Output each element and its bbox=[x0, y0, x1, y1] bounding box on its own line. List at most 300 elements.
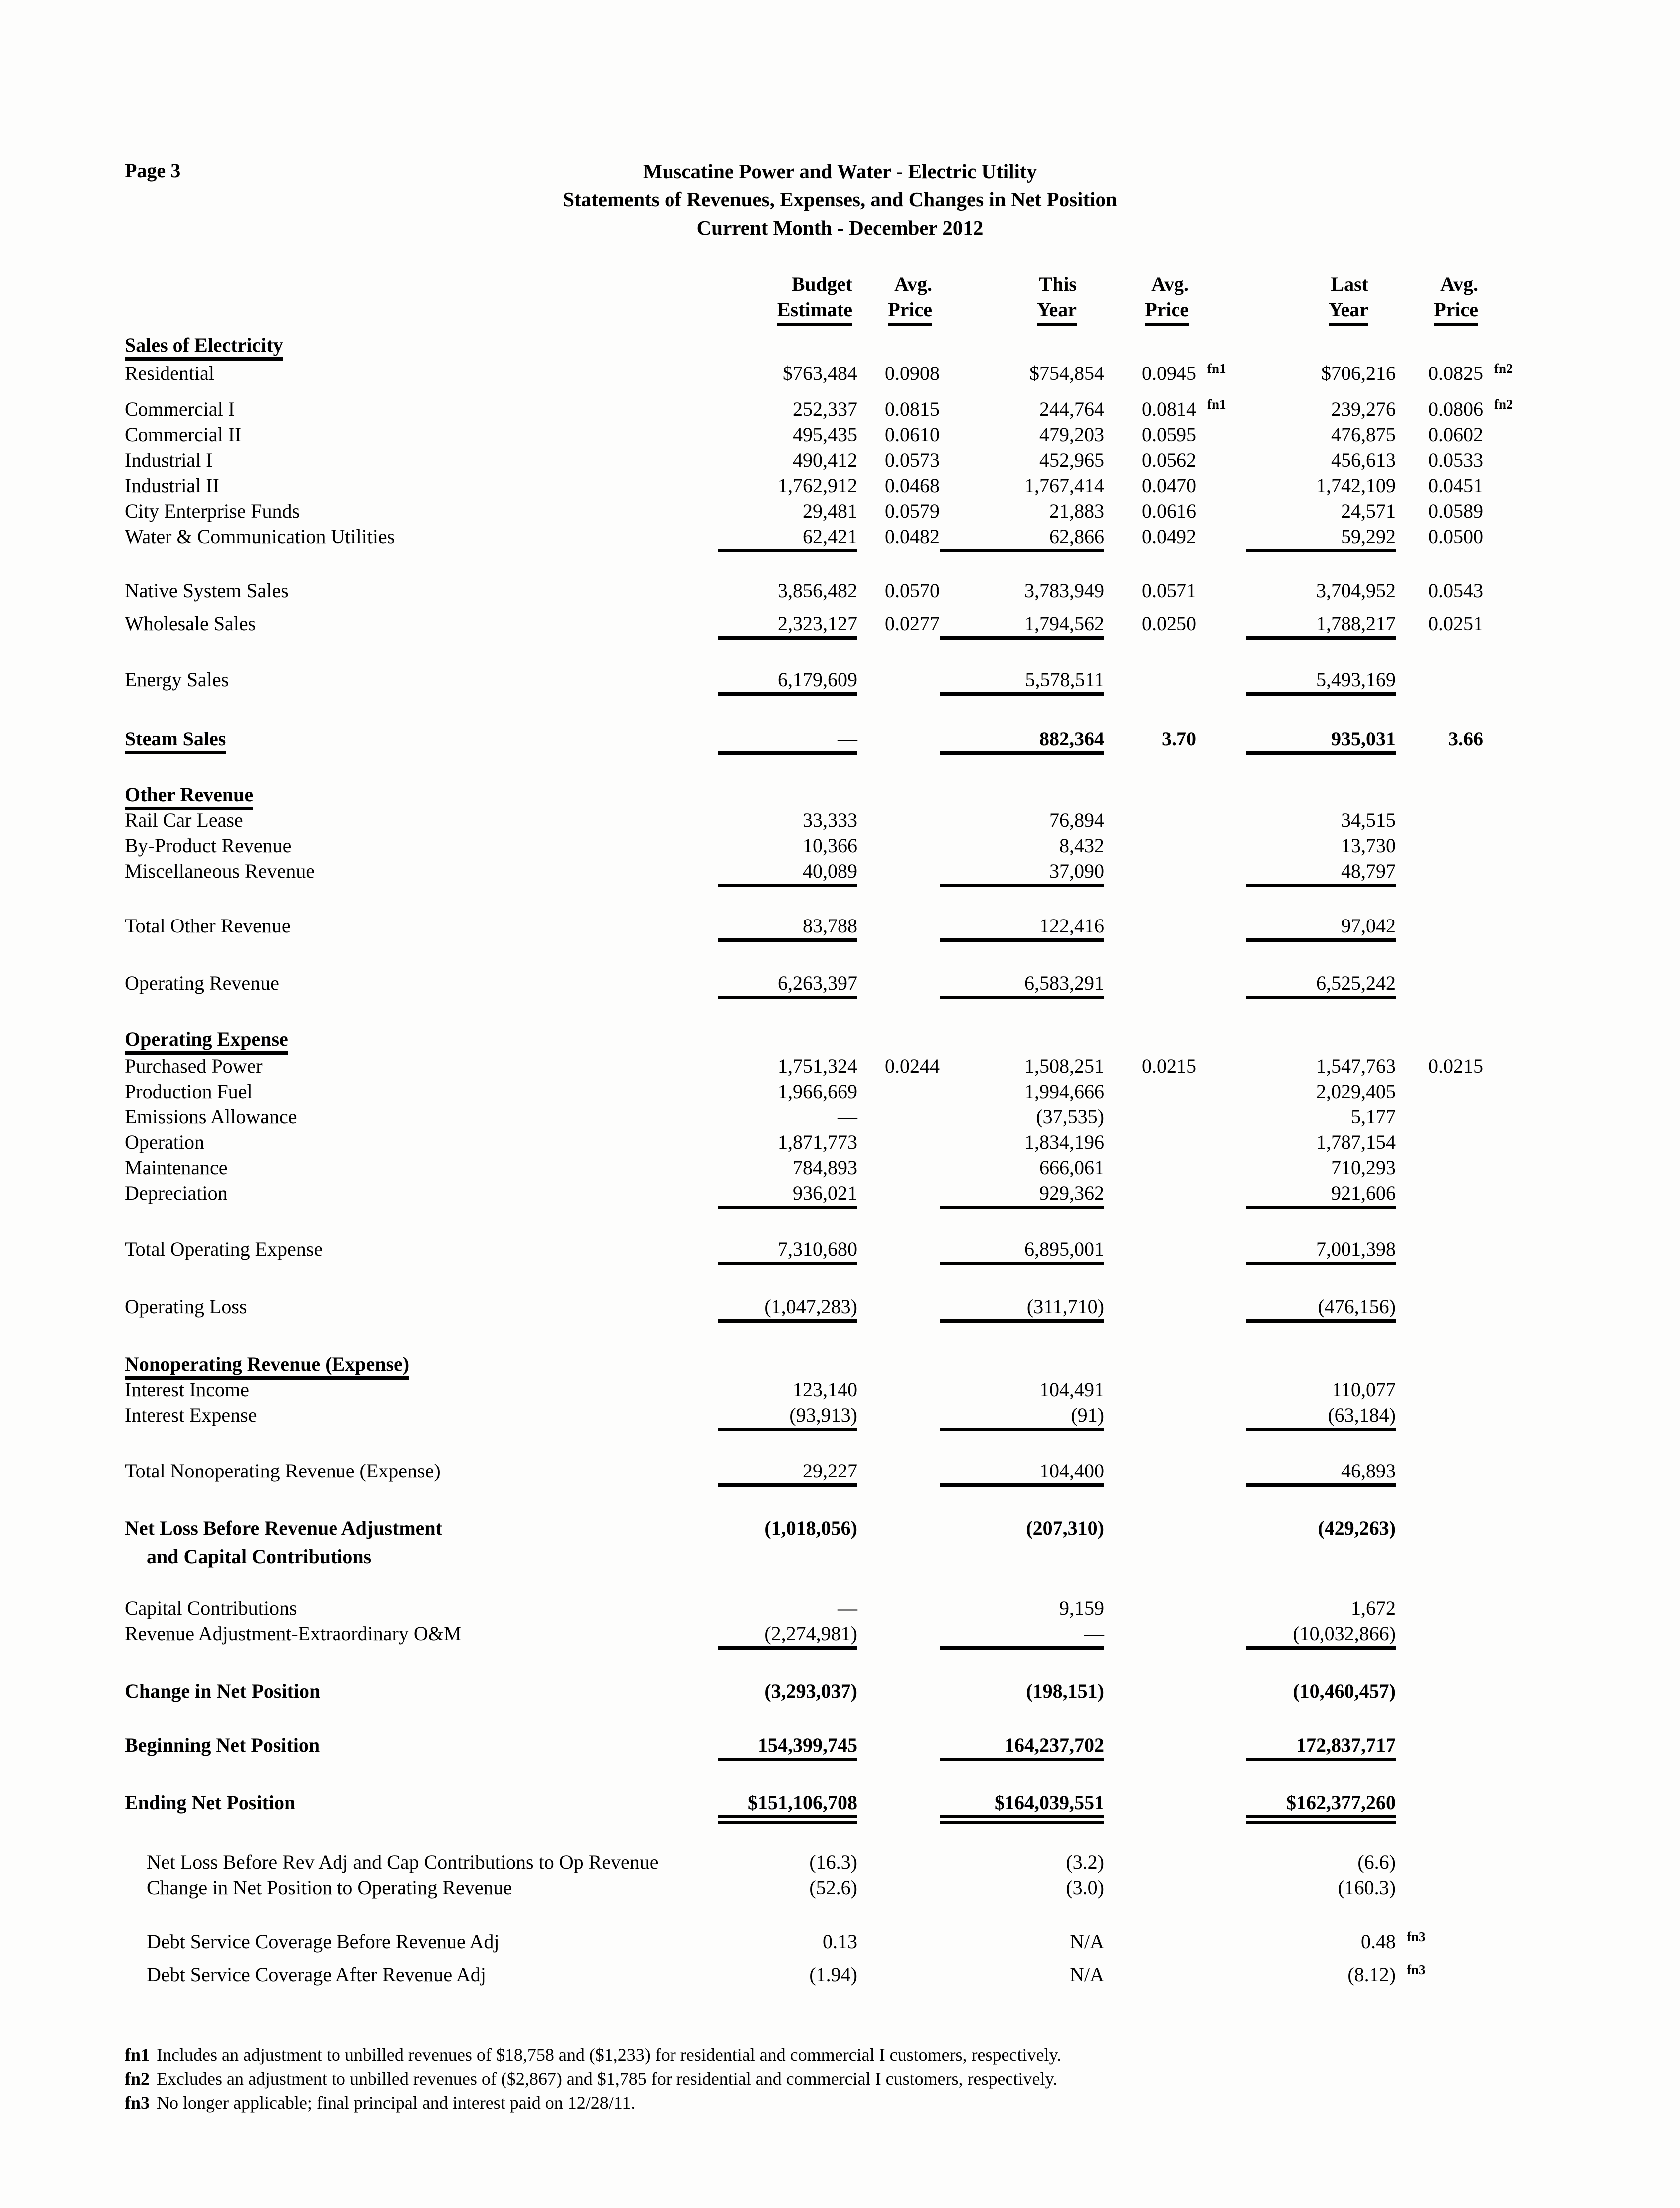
fn2-marker bbox=[1483, 1347, 1538, 1372]
table-row bbox=[0, 1929, 1680, 1954]
fn2-marker bbox=[1483, 1176, 1538, 1205]
cell-label bbox=[125, 1155, 718, 1180]
cell-avg-price-1 bbox=[857, 1079, 940, 1104]
fn1-marker bbox=[1196, 1022, 1246, 1047]
table-row bbox=[0, 807, 1680, 833]
header-line-2: Price bbox=[1434, 297, 1478, 326]
cell-this-year: 122,416 bbox=[940, 913, 1104, 942]
cell-avg-price-2 bbox=[1104, 1515, 1196, 1541]
fn2-marker bbox=[1483, 1125, 1538, 1150]
cell-avg-price-1 bbox=[857, 1849, 940, 1875]
cell-budget: 154,399,745 bbox=[718, 1732, 857, 1761]
header-line-1: This bbox=[1039, 273, 1077, 295]
row-label: Interest Expense bbox=[125, 1404, 257, 1426]
fn2-marker bbox=[1483, 966, 1538, 995]
cell-budget: (3,293,037) bbox=[764, 1680, 857, 1702]
cell-last-year: 710,293 bbox=[1331, 1156, 1396, 1179]
cell-avg-price-3 bbox=[1396, 1595, 1483, 1621]
cell-avg-price-1 bbox=[857, 1790, 940, 1824]
table-row bbox=[0, 611, 1680, 640]
row-label: Net Loss Before Revenue Adjustment bbox=[125, 1517, 442, 1539]
row-label: Change in Net Position to Operating Revenue bbox=[147, 1876, 512, 1899]
table-row bbox=[0, 1595, 1680, 1621]
cell-label bbox=[125, 782, 718, 807]
cell-avg-price-1 bbox=[857, 782, 940, 807]
cell-label bbox=[125, 726, 718, 755]
cell-avg-price-1 bbox=[857, 1458, 940, 1487]
fn1-marker bbox=[1196, 777, 1246, 803]
table-row bbox=[0, 1180, 1680, 1209]
fn1-marker bbox=[1196, 1232, 1246, 1261]
title-line-3: Current Month - December 2012 bbox=[696, 216, 984, 239]
cell-last-year: 34,515 bbox=[1341, 809, 1396, 831]
cell-avg-price-2: 0.0616 bbox=[1142, 500, 1196, 522]
cell-avg-price-2 bbox=[1104, 913, 1196, 942]
cell-label bbox=[125, 913, 718, 942]
cell-label bbox=[125, 396, 718, 422]
cell-avg-price-3 bbox=[1396, 1849, 1483, 1875]
row-label: Emissions Allowance bbox=[125, 1105, 297, 1128]
row-label: Total Nonoperating Revenue (Expense) bbox=[125, 1460, 441, 1482]
fn2-marker bbox=[1483, 468, 1538, 494]
cell-avg-price-1 bbox=[857, 1180, 940, 1209]
table-row bbox=[0, 667, 1680, 696]
cell-this-year bbox=[940, 782, 1104, 807]
cell-last-year: 13,730 bbox=[1341, 834, 1396, 857]
cell-label bbox=[125, 858, 718, 887]
row-label: Operating Revenue bbox=[125, 972, 279, 994]
cell-avg-price-1: 0.0570 bbox=[885, 579, 940, 602]
cell-label bbox=[125, 1929, 718, 1954]
cell-last-year: 1,742,109 bbox=[1316, 474, 1396, 497]
cell-this-year: 6,583,291 bbox=[940, 970, 1104, 999]
cell-avg-price-3 bbox=[1396, 833, 1483, 858]
cell-avg-price-2 bbox=[1104, 1678, 1196, 1704]
cell-label bbox=[125, 1732, 718, 1761]
cell-budget: (93,913) bbox=[718, 1402, 857, 1431]
cell-this-year: 3,783,949 bbox=[1024, 579, 1104, 602]
row-label: Water & Communication Utilities bbox=[125, 525, 395, 548]
cell-label bbox=[125, 422, 718, 447]
cell-this-year: (311,710) bbox=[940, 1294, 1104, 1323]
cell-avg-price-1 bbox=[857, 1294, 940, 1323]
table-row bbox=[0, 1515, 1680, 1541]
cell-last-year: 6,525,242 bbox=[1246, 970, 1396, 999]
fn2-marker bbox=[1483, 328, 1538, 353]
cell-this-year: 21,883 bbox=[1049, 500, 1104, 522]
cell-label bbox=[125, 611, 718, 640]
cell-avg-price-2 bbox=[1104, 1544, 1196, 1569]
cell-avg-price-2 bbox=[1104, 667, 1196, 696]
cell-avg-price-3 bbox=[1396, 1402, 1483, 1431]
table-row bbox=[0, 578, 1680, 603]
cell-budget: 490,412 bbox=[793, 449, 857, 471]
cell-label bbox=[125, 1053, 718, 1079]
cell-this-year: (198,151) bbox=[1026, 1680, 1104, 1702]
cell-this-year: (3.2) bbox=[1066, 1851, 1104, 1873]
cell-this-year bbox=[940, 1351, 1104, 1377]
cell-avg-price-1: 0.0573 bbox=[885, 449, 940, 471]
fn1-marker bbox=[1196, 1125, 1246, 1150]
cell-label bbox=[125, 833, 718, 858]
row-label: Energy Sales bbox=[125, 668, 229, 691]
cell-budget: $151,106,708 bbox=[718, 1790, 857, 1824]
cell-avg-price-3 bbox=[1396, 1079, 1483, 1104]
cell-label bbox=[125, 1849, 718, 1875]
cell-last-year: (6.6) bbox=[1357, 1851, 1396, 1873]
fn1-marker bbox=[1196, 1511, 1246, 1536]
cell-this-year: 104,400 bbox=[940, 1458, 1104, 1487]
row-label: Debt Service Coverage Before Revenue Adj bbox=[147, 1930, 500, 1953]
cell-avg-price-2 bbox=[1104, 1129, 1196, 1155]
fn1-marker bbox=[1196, 494, 1246, 519]
table-row bbox=[0, 498, 1680, 524]
cell-avg-price-3 bbox=[1396, 1104, 1483, 1129]
cell-avg-price-2 bbox=[1104, 1351, 1196, 1377]
cell-last-year: 97,042 bbox=[1246, 913, 1396, 942]
fn1-marker bbox=[1196, 1150, 1246, 1176]
footnote-2-prefix: fn2 bbox=[125, 2069, 150, 2089]
header-line-1: Avg. bbox=[1440, 273, 1478, 295]
cell-budget: (1,047,283) bbox=[718, 1294, 857, 1323]
row-label: City Enterprise Funds bbox=[125, 500, 300, 522]
fn1-marker bbox=[1196, 443, 1246, 468]
fn1-marker bbox=[1196, 1100, 1246, 1125]
column-header-avg-price-2 bbox=[1104, 271, 1196, 326]
cell-label bbox=[125, 1294, 718, 1323]
cell-this-year: $164,039,551 bbox=[940, 1790, 1104, 1824]
cell-avg-price-2: 0.0945 bbox=[1142, 362, 1196, 384]
cell-avg-price-2 bbox=[1104, 1621, 1196, 1650]
fn2-marker bbox=[1483, 1957, 1538, 1983]
cell-avg-price-3 bbox=[1396, 1875, 1483, 1900]
cell-avg-price-2 bbox=[1104, 782, 1196, 807]
fn1-marker bbox=[1196, 1372, 1246, 1398]
cell-last-year: $706,216 bbox=[1321, 362, 1396, 384]
cell-label bbox=[125, 1621, 718, 1650]
cell-label bbox=[125, 1104, 718, 1129]
fn2-marker bbox=[1483, 777, 1538, 803]
cell-budget: 6,263,397 bbox=[718, 970, 857, 999]
table-row bbox=[0, 1875, 1680, 1900]
footnote-1-text: Includes an adjustment to unbilled revenues of $18,758 and ($1,233) for residential and commercial I customers, respectively. bbox=[157, 2045, 1062, 2065]
cell-label bbox=[125, 1962, 718, 1987]
cell-avg-price-3: 0.0825 bbox=[1428, 362, 1483, 384]
cell-avg-price-3 bbox=[1396, 1236, 1483, 1265]
cell-last-year: 5,493,169 bbox=[1246, 667, 1396, 696]
cell-avg-price-2 bbox=[1104, 1155, 1196, 1180]
cell-avg-price-2 bbox=[1104, 1458, 1196, 1487]
cell-this-year: (207,310) bbox=[1026, 1517, 1104, 1539]
cell-label bbox=[125, 524, 718, 552]
cell-avg-price-1 bbox=[857, 1026, 940, 1052]
cell-last-year: 476,875 bbox=[1331, 423, 1396, 446]
row-label: Purchased Power bbox=[125, 1055, 263, 1077]
cell-avg-price-3 bbox=[1396, 970, 1483, 999]
cell-avg-price-2: 0.0814 bbox=[1142, 398, 1196, 420]
fn1-marker bbox=[1196, 1074, 1246, 1100]
fn1-marker bbox=[1196, 468, 1246, 494]
cell-last-year bbox=[1246, 332, 1396, 358]
cell-last-year: 46,893 bbox=[1246, 1458, 1396, 1487]
fn1-marker: fn1 bbox=[1207, 397, 1226, 412]
cell-avg-price-2 bbox=[1104, 332, 1196, 358]
fn2-marker bbox=[1483, 1591, 1538, 1616]
cell-label bbox=[125, 361, 718, 386]
fn1-marker bbox=[1196, 1845, 1246, 1870]
cell-avg-price-1 bbox=[857, 1595, 940, 1621]
cell-last-year: (8.12) bbox=[1347, 1963, 1396, 1986]
row-label: By-Product Revenue bbox=[125, 834, 292, 857]
row-label: Depreciation bbox=[125, 1182, 228, 1204]
fn1-marker bbox=[1196, 1591, 1246, 1616]
fn2-marker bbox=[1483, 1511, 1538, 1536]
cell-avg-price-3 bbox=[1396, 1790, 1483, 1824]
row-label: Production Fuel bbox=[125, 1080, 253, 1103]
cell-avg-price-1 bbox=[857, 1621, 940, 1650]
cell-budget: 33,333 bbox=[803, 809, 857, 831]
fn2-marker bbox=[1483, 573, 1538, 599]
cell-last-year: 2,029,405 bbox=[1316, 1080, 1396, 1103]
cell-avg-price-2: 0.0250 bbox=[1142, 612, 1196, 635]
cell-avg-price-1: 0.0277 bbox=[885, 612, 940, 635]
fn1-marker bbox=[1196, 662, 1246, 691]
fn1-marker bbox=[1196, 1176, 1246, 1205]
cell-label bbox=[125, 807, 718, 833]
cell-avg-price-1 bbox=[857, 332, 940, 358]
cell-this-year: (91) bbox=[940, 1402, 1104, 1431]
row-label: Operating Loss bbox=[125, 1295, 247, 1318]
cell-budget bbox=[718, 1351, 857, 1377]
cell-this-year: 479,203 bbox=[1039, 423, 1104, 446]
cell-last-year: (63,184) bbox=[1246, 1402, 1396, 1431]
cell-avg-price-3: 0.0251 bbox=[1428, 612, 1483, 635]
cell-avg-price-2 bbox=[1104, 1236, 1196, 1265]
cell-avg-price-1 bbox=[857, 1875, 940, 1900]
cell-avg-price-1 bbox=[857, 1962, 940, 1987]
cell-this-year: 6,895,001 bbox=[940, 1236, 1104, 1265]
fn1-marker bbox=[1196, 1616, 1246, 1645]
cell-avg-price-1 bbox=[857, 858, 940, 887]
table-row bbox=[0, 1377, 1680, 1402]
cell-this-year: 882,364 bbox=[940, 726, 1104, 755]
cell-this-year bbox=[940, 1544, 1104, 1569]
cell-last-year: 1,788,217 bbox=[1246, 611, 1396, 640]
fn2-marker bbox=[1483, 606, 1538, 635]
cell-budget: (52.6) bbox=[809, 1876, 857, 1899]
cell-last-year: 110,077 bbox=[1332, 1378, 1396, 1401]
cell-budget bbox=[718, 1544, 857, 1569]
cell-avg-price-2: 0.0595 bbox=[1142, 423, 1196, 446]
fn1-marker bbox=[1196, 1398, 1246, 1427]
cell-avg-price-1 bbox=[857, 1129, 940, 1155]
fn2-marker bbox=[1483, 1372, 1538, 1398]
fn2-marker bbox=[1483, 1074, 1538, 1100]
title-line-1: Muscatine Power and Water - Electric Utility bbox=[643, 160, 1037, 183]
table-row bbox=[0, 473, 1680, 498]
footnote-3-text: No longer applicable; final principal and interest paid on 12/28/11. bbox=[157, 2093, 636, 2113]
row-label: Industrial II bbox=[125, 474, 219, 497]
cell-budget: 3,856,482 bbox=[778, 579, 857, 602]
cell-this-year bbox=[940, 332, 1104, 358]
fn1-marker bbox=[1196, 1924, 1246, 1950]
cell-avg-price-3 bbox=[1396, 1026, 1483, 1052]
fn2-marker bbox=[1483, 1454, 1538, 1482]
fn2-marker bbox=[1483, 854, 1538, 883]
fn2-marker bbox=[1483, 494, 1538, 519]
cell-avg-price-1 bbox=[857, 807, 940, 833]
cell-avg-price-3 bbox=[1396, 1129, 1483, 1155]
page-number: Page 3 bbox=[125, 159, 181, 182]
fn2-marker bbox=[1483, 1022, 1538, 1047]
cell-label bbox=[125, 498, 718, 524]
cell-budget: (1.94) bbox=[809, 1963, 857, 1986]
cell-budget: (2,274,981) bbox=[718, 1621, 857, 1650]
cell-this-year: 5,578,511 bbox=[940, 667, 1104, 696]
document-header bbox=[0, 0, 1680, 242]
table-row bbox=[0, 782, 1680, 807]
table-row bbox=[0, 361, 1680, 386]
cell-this-year: 929,362 bbox=[940, 1180, 1104, 1209]
fn1-marker bbox=[1196, 1674, 1246, 1699]
cell-this-year: N/A bbox=[1070, 1930, 1104, 1953]
title-block bbox=[0, 157, 1680, 242]
fn1-marker bbox=[1196, 722, 1246, 750]
table-row bbox=[0, 524, 1680, 552]
cell-label bbox=[125, 578, 718, 603]
row-label: Commercial II bbox=[125, 423, 242, 446]
fn2-marker bbox=[1483, 909, 1538, 937]
cell-avg-price-2 bbox=[1104, 1294, 1196, 1323]
cell-avg-price-1: 0.0815 bbox=[885, 398, 940, 420]
cell-this-year: 1,508,251 bbox=[1024, 1055, 1104, 1077]
fn2-marker bbox=[1483, 828, 1538, 854]
column-header-last-year bbox=[1246, 271, 1396, 326]
cell-budget: (16.3) bbox=[809, 1851, 857, 1873]
fn2-marker bbox=[1483, 1289, 1538, 1318]
cell-avg-price-1: 0.0908 bbox=[885, 362, 940, 384]
cell-this-year: 244,764 bbox=[1039, 398, 1104, 420]
cell-budget bbox=[718, 1026, 857, 1052]
fn1-marker bbox=[1196, 1870, 1246, 1896]
cell-this-year: 62,866 bbox=[940, 524, 1104, 552]
fn2-marker bbox=[1483, 1674, 1538, 1699]
cell-this-year: 1,994,666 bbox=[1024, 1080, 1104, 1103]
fn1-marker bbox=[1196, 573, 1246, 599]
cell-budget: 29,481 bbox=[803, 500, 857, 522]
cell-last-year: (476,156) bbox=[1246, 1294, 1396, 1323]
cell-avg-price-2 bbox=[1104, 1790, 1196, 1824]
table-row bbox=[0, 422, 1680, 447]
cell-avg-price-3 bbox=[1396, 782, 1483, 807]
cell-label bbox=[125, 1180, 718, 1209]
cell-last-year: 0.48 bbox=[1361, 1930, 1396, 1953]
cell-budget: 40,089 bbox=[718, 858, 857, 887]
fn1-marker bbox=[1196, 854, 1246, 883]
cell-this-year: 8,432 bbox=[1059, 834, 1104, 857]
cell-this-year: 9,159 bbox=[1059, 1597, 1104, 1619]
cell-avg-price-2 bbox=[1104, 1104, 1196, 1129]
table-row bbox=[0, 332, 1680, 358]
cell-avg-price-2 bbox=[1104, 1079, 1196, 1104]
fn2-marker bbox=[1483, 443, 1538, 468]
cell-avg-price-1: 0.0482 bbox=[885, 525, 940, 548]
row-label: Other Revenue bbox=[125, 783, 253, 810]
title-line-2: Statements of Revenues, Expenses, and Changes in Net Position bbox=[563, 188, 1117, 211]
cell-avg-price-3 bbox=[1396, 807, 1483, 833]
fn1-marker bbox=[1196, 828, 1246, 854]
row-label: Revenue Adjustment-Extraordinary O&M bbox=[125, 1622, 462, 1645]
cell-last-year: 239,276 bbox=[1331, 398, 1396, 420]
cell-avg-price-2 bbox=[1104, 833, 1196, 858]
cell-this-year: — bbox=[940, 1621, 1104, 1650]
fn1-marker bbox=[1196, 417, 1246, 443]
cell-avg-price-1 bbox=[857, 833, 940, 858]
cell-label bbox=[125, 1236, 718, 1265]
cell-avg-price-1 bbox=[857, 1351, 940, 1377]
row-label: Commercial I bbox=[125, 398, 235, 420]
cell-budget bbox=[718, 332, 857, 358]
cell-this-year: 37,090 bbox=[940, 858, 1104, 887]
cell-avg-price-3 bbox=[1396, 1621, 1483, 1650]
row-label: Capital Contributions bbox=[125, 1597, 297, 1619]
header-line-2: Price bbox=[1145, 297, 1189, 326]
cell-label bbox=[125, 1790, 718, 1824]
fn2-marker bbox=[1483, 1728, 1538, 1757]
cell-last-year: 59,292 bbox=[1246, 524, 1396, 552]
row-label: Operating Expense bbox=[125, 1028, 288, 1055]
cell-this-year: (37,535) bbox=[1036, 1105, 1104, 1128]
cell-avg-price-3 bbox=[1396, 1732, 1483, 1761]
cell-budget: 1,871,773 bbox=[778, 1131, 857, 1153]
cell-avg-price-3: 0.0451 bbox=[1428, 474, 1483, 497]
cell-this-year: N/A bbox=[1070, 1963, 1104, 1986]
cell-last-year: 456,613 bbox=[1331, 449, 1396, 471]
cell-this-year: 452,965 bbox=[1039, 449, 1104, 471]
row-label: Miscellaneous Revenue bbox=[125, 860, 315, 882]
fn1-marker bbox=[1196, 966, 1246, 995]
cell-last-year: (10,032,866) bbox=[1246, 1621, 1396, 1650]
header-line-1: Last bbox=[1331, 273, 1368, 295]
cell-avg-price-1 bbox=[857, 1544, 940, 1569]
cell-avg-price-2 bbox=[1104, 1732, 1196, 1761]
cell-label bbox=[125, 1129, 718, 1155]
cell-budget: — bbox=[838, 1597, 857, 1619]
cell-last-year: 48,797 bbox=[1246, 858, 1396, 887]
header-line-2: Year bbox=[1037, 297, 1077, 326]
cell-avg-price-1 bbox=[857, 667, 940, 696]
row-label: Maintenance bbox=[125, 1156, 228, 1179]
table-row bbox=[0, 833, 1680, 858]
fn2-marker: fn2 bbox=[1494, 361, 1513, 376]
table-row bbox=[0, 1458, 1680, 1487]
cell-last-year: 3,704,952 bbox=[1316, 579, 1396, 602]
table-row bbox=[0, 858, 1680, 887]
row-label: Sales of Electricity bbox=[125, 334, 283, 361]
fn-column-spacer bbox=[1483, 271, 1538, 326]
cell-avg-price-3: 0.0589 bbox=[1428, 500, 1483, 522]
fn1-marker bbox=[1196, 803, 1246, 828]
cell-avg-price-3 bbox=[1396, 1515, 1483, 1541]
fn1-marker: fn1 bbox=[1207, 361, 1226, 376]
row-label: and Capital Contributions bbox=[147, 1545, 372, 1568]
fn1-marker bbox=[1196, 1957, 1246, 1983]
row-label: Interest Income bbox=[125, 1378, 249, 1401]
cell-avg-price-1 bbox=[857, 1678, 940, 1704]
footnotes bbox=[0, 2043, 1680, 2115]
cell-avg-price-3 bbox=[1396, 667, 1483, 696]
label-column-spacer bbox=[125, 271, 718, 326]
